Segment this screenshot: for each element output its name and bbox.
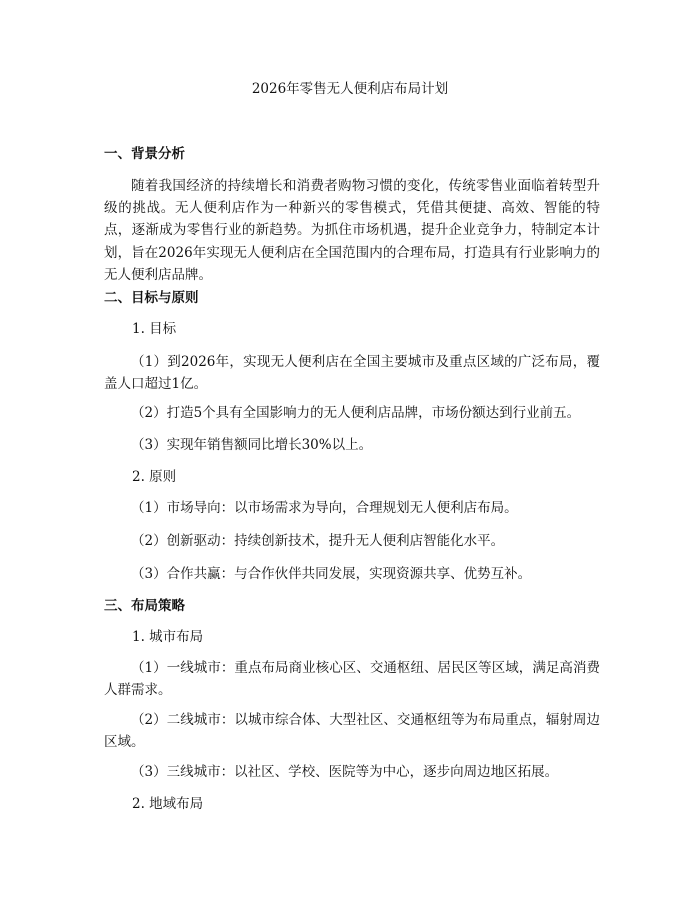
subsection-heading-city-layout: 1. 城市布局	[132, 629, 204, 645]
list-item-city-tier-3: （3）三线城市：以社区、学校、医院等为中心，逐步向周边地区拓展。	[131, 764, 559, 780]
list-item-goal-3: （3）实现年销售额同比增长30%以上。	[131, 437, 373, 453]
list-item-principle-2: （2）创新驱动：持续创新技术，提升无人便利店智能化水平。	[131, 533, 505, 549]
subsection-heading-principles: 2. 原则	[132, 469, 177, 485]
list-item-principle-1: （1）市场导向：以市场需求为导向，合理规划无人便利店布局。	[131, 500, 518, 516]
document-title: 2026年零售无人便利店布局计划	[251, 81, 449, 97]
section-heading-layout-strategy: 三、布局策略	[104, 598, 185, 614]
subsection-heading-regional-layout: 2. 地域布局	[132, 796, 204, 812]
section-heading-background: 一、背景分析	[104, 146, 185, 162]
section-heading-goals-principles: 二、目标与原则	[104, 290, 199, 306]
subsection-heading-goals: 1. 目标	[132, 321, 177, 337]
list-item-goal-2: （2）打造5个具有全国影响力的无人便利店品牌，市场份额达到行业前五。	[131, 405, 581, 421]
list-item-goal-1: （1）到2026年，实现无人便利店在全国主要城市及重点区域的广泛布局，覆盖人口超过1亿。	[104, 354, 600, 393]
list-item-city-tier-2: （2）二线城市：以城市综合体、大型社区、交通枢纽等为布局重点，辐射周边区域。	[104, 712, 600, 751]
paragraph-background: 随着我国经济的持续增长和消费者购物习惯的变化，传统零售业面临着转型升级的挑战。无人便利店作为一种新兴的零售模式，凭借其便捷、高效、智能的特点，逐渐成为零售行业的新趋势。为抓住市场机遇，提升企业竞争力，特制定本计划，旨在2026年实现无人便利店在全国范围内的合理布局，打造具有行业影响力的无人便利店品牌。	[104, 178, 600, 283]
list-item-city-tier-1: （1）一线城市：重点布局商业核心区、交通枢纽、居民区等区域，满足高消费人群需求。	[104, 660, 600, 699]
list-item-principle-3: （3）合作共赢：与合作伙伴共同发展，实现资源共享、优势互补。	[131, 566, 532, 582]
